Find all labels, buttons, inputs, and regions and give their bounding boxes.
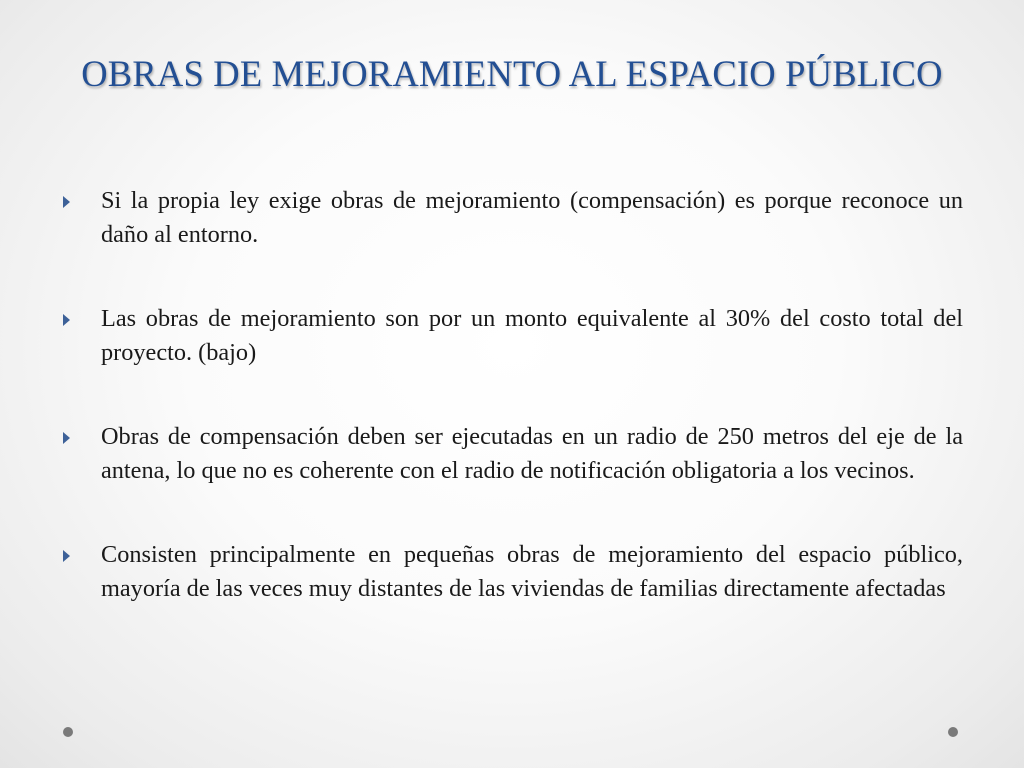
bullet-item (101, 184, 963, 252)
dot-icon (63, 727, 73, 737)
bullet-text: Consisten principalmente en pequeñas obras de mejoramiento del espacio público, mayoría de las veces muy distantes de las viviendas de familias directamente afectadas (101, 541, 963, 602)
bullet-text: Las obras de mejoramiento son por un monto equivalente al 30% del costo total del proyecto. (bajo) (101, 305, 963, 366)
bullet-list (101, 184, 963, 606)
bullet-text: Si la propia ley exige obras de mejoramiento (compensación) es porque reconoce un daño al entorno. (101, 187, 963, 248)
dot-icon (948, 727, 958, 737)
bullet-item (101, 420, 963, 488)
bullet-text: Obras de compensación deben ser ejecutadas en un radio de 250 metros del eje de la antena, lo que no es coherente con el radio de notificación obligatoria a los vecinos. (101, 423, 963, 484)
bullet-item (101, 302, 963, 370)
triangle-right-icon (63, 196, 70, 208)
triangle-right-icon (63, 550, 70, 562)
triangle-right-icon (63, 314, 70, 326)
slide-title: OBRAS DE MEJORAMIENTO AL ESPACIO PÚBLICO (81, 53, 943, 94)
triangle-right-icon (63, 432, 70, 444)
bullet-item (101, 538, 963, 606)
